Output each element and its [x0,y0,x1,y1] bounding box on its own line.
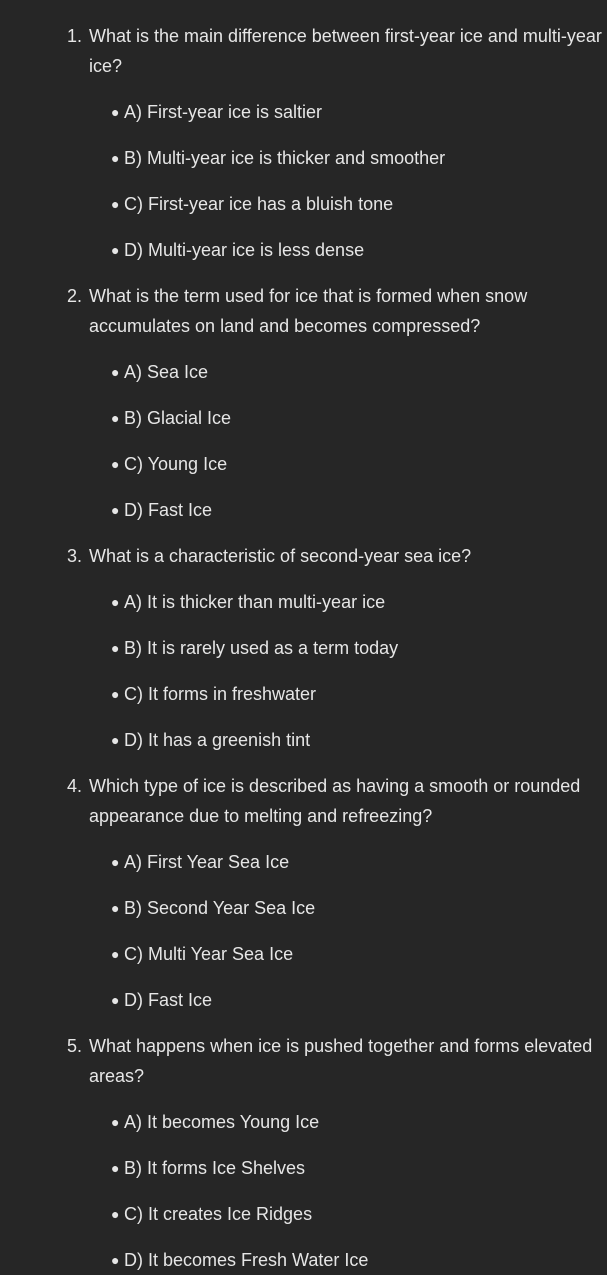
option-text: B) Multi-year ice is thicker and smoother [124,148,446,168]
option-text: A) First-year ice is saltier [124,102,323,122]
bullet-icon: ● [111,242,120,258]
option-text: D) It becomes Fresh Water Ice [124,1250,369,1270]
option-text: A) It is thicker than multi-year ice [124,592,386,612]
question-text: What happens when ice is pushed together and forms elevated areas? [89,1036,593,1086]
answer-option [0,495,607,525]
question-4 [0,771,607,1015]
answer-option [0,449,607,479]
answer-option [0,1153,607,1183]
bullet-icon: ● [111,456,120,472]
question-number: 4. [67,776,83,796]
bullet-icon: ● [111,640,120,656]
bullet-icon: ● [111,686,120,702]
option-text: A) Sea Ice [124,362,209,382]
question-3 [0,541,607,755]
option-text: A) First Year Sea Ice [124,852,290,872]
answer-option [0,725,607,755]
answer-option [0,1107,607,1137]
answer-option [0,587,607,617]
bullet-icon: ● [111,1160,120,1176]
answer-option [0,357,607,387]
answer-options [0,97,607,265]
question-number: 3. [67,546,83,566]
answer-option [0,985,607,1015]
option-text: B) Glacial Ice [124,408,232,428]
option-text: D) Multi-year ice is less dense [124,240,365,260]
question-2 [0,281,607,525]
answer-options [0,357,607,525]
question-number: 2. [67,286,83,306]
option-text: B) It forms Ice Shelves [124,1158,306,1178]
option-text: C) Young Ice [124,454,228,474]
option-text: C) It creates Ice Ridges [124,1204,313,1224]
answer-option [0,143,607,173]
answer-option [0,97,607,127]
answer-option [0,939,607,969]
answer-option [0,633,607,663]
option-text: C) First-year ice has a bluish tone [124,194,394,214]
question-text: Which type of ice is described as having a smooth or rounded appearance due to melting and refreezing? [89,776,581,826]
bullet-icon: ● [111,104,120,120]
option-text: C) It forms in freshwater [124,684,317,704]
option-text: D) Fast Ice [124,990,213,1010]
answer-option [0,235,607,265]
bullet-icon: ● [111,1252,120,1268]
bullet-icon: ● [111,900,120,916]
bullet-icon: ● [111,150,120,166]
question-1 [0,21,607,265]
question-number: 5. [67,1036,83,1056]
answer-option [0,679,607,709]
bullet-icon: ● [111,410,120,426]
bullet-icon: ● [111,196,120,212]
answer-options [0,847,607,1015]
answer-option [0,1245,607,1275]
question-text: What is the term used for ice that is formed when snow accumulates on land and becomes compressed? [89,286,528,336]
bullet-icon: ● [111,1114,120,1130]
bullet-icon: ● [111,992,120,1008]
bullet-icon: ● [111,854,120,870]
bullet-icon: ● [111,594,120,610]
option-text: D) Fast Ice [124,500,213,520]
bullet-icon: ● [111,1206,120,1222]
question-text: What is the main difference between first-year ice and multi-year ice? [89,26,602,76]
question-text: What is a characteristic of second-year sea ice? [89,546,472,566]
bullet-icon: ● [111,502,120,518]
option-text: C) Multi Year Sea Ice [124,944,294,964]
question-5 [0,1031,607,1275]
answer-option [0,847,607,877]
option-text: D) It has a greenish tint [124,730,311,750]
bullet-icon: ● [111,364,120,380]
option-text: A) It becomes Young Ice [124,1112,320,1132]
bullet-icon: ● [111,946,120,962]
answer-option [0,1199,607,1229]
question-number: 1. [67,26,83,46]
answer-option [0,403,607,433]
answer-option [0,893,607,923]
answer-option [0,189,607,219]
answer-options [0,587,607,755]
answer-options [0,1107,607,1275]
option-text: B) It is rarely used as a term today [124,638,399,658]
option-text: B) Second Year Sea Ice [124,898,316,918]
bullet-icon: ● [111,732,120,748]
